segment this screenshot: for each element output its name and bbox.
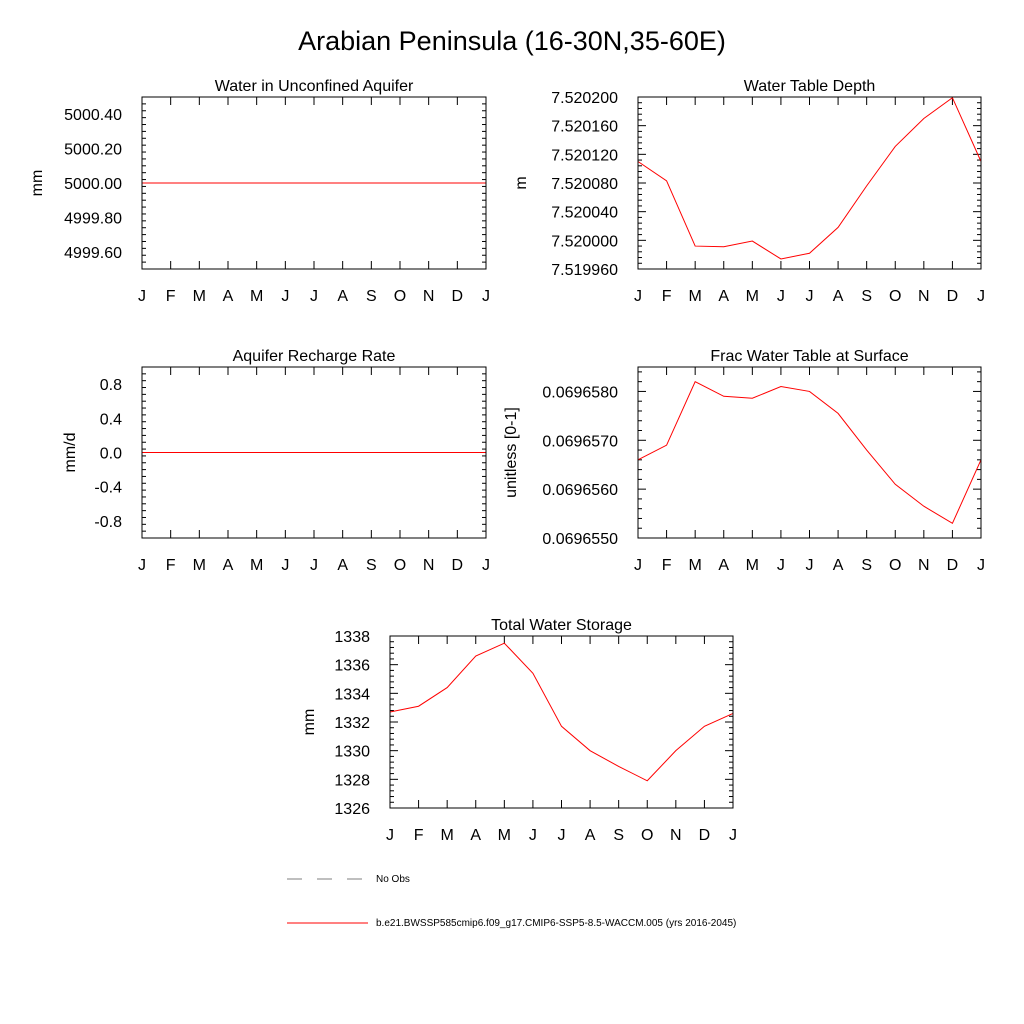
x-tick-label: N xyxy=(670,827,682,844)
x-tick-label: A xyxy=(584,827,596,844)
x-tick-label: N xyxy=(918,288,930,305)
y-tick-label: 7.519960 xyxy=(551,262,618,279)
y-axis-label: mm/d xyxy=(62,432,79,473)
x-tick-label: J xyxy=(977,288,985,305)
y-tick-label: 7.520000 xyxy=(551,233,618,251)
panel-total-water-storage xyxy=(301,617,737,844)
y-tick-label: 1330 xyxy=(334,743,370,761)
x-tick-label: S xyxy=(861,557,873,574)
x-tick-label: M xyxy=(192,557,206,574)
y-tick-label: -0.4 xyxy=(94,479,122,497)
tick-marks xyxy=(390,636,733,808)
tick-marks xyxy=(638,367,981,538)
plot-frame xyxy=(390,636,733,808)
y-tick-label: 0.0696550 xyxy=(542,531,618,548)
y-tick-label: 5000.00 xyxy=(64,176,122,193)
x-tick-label: F xyxy=(165,288,176,305)
figure-title: Arabian Peninsula (16-30N,35-60E) xyxy=(298,26,726,56)
series-line xyxy=(638,382,981,524)
plot-frame xyxy=(638,367,981,538)
y-tick-label: 7.520200 xyxy=(551,90,618,107)
x-tick-label: D xyxy=(946,557,959,574)
x-tick-label: M xyxy=(497,827,511,844)
panel-frac-water-table-at-surface xyxy=(503,348,985,574)
x-tick-label: A xyxy=(832,288,844,305)
x-tick-label: N xyxy=(918,557,930,574)
x-tick-label: J xyxy=(557,827,566,844)
x-tick-label: J xyxy=(138,557,146,574)
panel-aquifer-recharge-rate xyxy=(62,348,490,574)
panel-water-in-unconfined-aquifer xyxy=(29,78,490,305)
x-tick-label: J xyxy=(634,288,642,305)
x-tick-label: D xyxy=(451,557,464,574)
x-tick-label: O xyxy=(393,557,407,574)
panels xyxy=(29,78,985,844)
x-tick-label: J xyxy=(310,288,318,305)
x-tick-label: M xyxy=(250,288,264,305)
x-tick-label: M xyxy=(250,557,264,574)
x-tick-label: O xyxy=(889,288,902,305)
y-tick-label: 1338 xyxy=(334,629,370,646)
x-tick-label: A xyxy=(222,288,234,305)
x-tick-label: J xyxy=(386,827,394,844)
y-tick-label: 1332 xyxy=(334,715,370,732)
y-tick-label: 0.4 xyxy=(99,411,122,429)
y-axis-label: mm xyxy=(29,169,46,197)
y-axis-label: unitless [0-1] xyxy=(503,407,520,498)
y-axis-label: mm xyxy=(301,708,318,736)
x-tick-label: J xyxy=(482,557,490,574)
panel-title: Frac Water Table at Surface xyxy=(710,348,909,365)
y-tick-label: 5000.20 xyxy=(64,141,122,159)
y-tick-label: 1336 xyxy=(334,657,370,675)
panel-water-table-depth xyxy=(513,78,985,305)
x-tick-label: F xyxy=(661,288,672,305)
x-tick-label: S xyxy=(613,827,625,844)
x-tick-label: N xyxy=(422,288,435,305)
x-tick-label: O xyxy=(641,827,654,844)
y-tick-label: 7.520120 xyxy=(551,147,618,165)
y-tick-label: 4999.80 xyxy=(64,210,122,228)
panel-title: Total Water Storage xyxy=(491,617,632,634)
x-tick-label: J xyxy=(528,827,537,844)
y-tick-label: 5000.40 xyxy=(64,107,122,125)
y-tick-label: 7.520160 xyxy=(551,118,618,136)
y-axis-label: m xyxy=(513,176,530,190)
x-tick-label: N xyxy=(422,557,435,574)
x-tick-label: S xyxy=(365,557,377,574)
y-tick-label: 0.0696570 xyxy=(542,433,618,451)
series-line xyxy=(390,643,733,781)
plot-frame xyxy=(638,97,981,269)
x-tick-label: J xyxy=(281,288,290,305)
y-tick-label: 0.0 xyxy=(99,445,122,463)
y-tick-label: 4999.60 xyxy=(64,244,122,262)
x-tick-label: J xyxy=(729,827,737,844)
legend xyxy=(287,874,736,929)
x-tick-label: J xyxy=(310,557,318,574)
x-tick-label: D xyxy=(698,827,711,844)
x-tick-label: A xyxy=(718,557,730,574)
panel-title: Water in Unconfined Aquifer xyxy=(214,78,414,95)
x-tick-label: F xyxy=(165,557,176,574)
x-tick-label: J xyxy=(776,288,785,305)
x-tick-label: J xyxy=(977,557,985,574)
x-tick-label: A xyxy=(222,557,234,574)
y-tick-label: 7.520040 xyxy=(551,204,618,222)
x-tick-label: O xyxy=(889,557,902,574)
x-tick-label: J xyxy=(805,288,814,305)
x-tick-label: J xyxy=(634,557,642,574)
y-tick-label: -0.8 xyxy=(94,513,122,531)
x-tick-label: M xyxy=(745,288,759,305)
x-tick-label: M xyxy=(688,288,702,305)
y-tick-label: 1328 xyxy=(334,772,370,790)
x-tick-label: S xyxy=(861,288,873,305)
x-tick-label: D xyxy=(451,288,464,305)
x-tick-label: J xyxy=(482,288,490,305)
x-tick-label: J xyxy=(805,557,814,574)
x-tick-label: A xyxy=(470,827,482,844)
x-tick-label: F xyxy=(413,827,424,844)
y-tick-label: 0.0696580 xyxy=(542,384,618,402)
x-tick-label: O xyxy=(393,288,407,305)
x-tick-label: A xyxy=(718,288,730,305)
x-tick-label: A xyxy=(337,557,349,574)
panel-title: Aquifer Recharge Rate xyxy=(232,348,396,365)
x-tick-label: M xyxy=(688,557,702,574)
series-line xyxy=(638,98,981,259)
x-tick-label: A xyxy=(337,288,349,305)
y-tick-label: 1334 xyxy=(334,686,370,704)
x-tick-label: J xyxy=(281,557,290,574)
x-tick-label: F xyxy=(661,557,672,574)
tick-marks xyxy=(638,97,981,269)
legend-no-obs-label: No Obs xyxy=(376,874,410,885)
y-tick-label: 0.8 xyxy=(99,377,122,395)
x-tick-label: D xyxy=(946,288,959,305)
x-tick-label: J xyxy=(776,557,785,574)
y-tick-label: 7.520080 xyxy=(551,176,618,193)
x-tick-label: J xyxy=(138,288,146,305)
legend-model-label: b.e21.BWSSP585cmip6.f09_g17.CMIP6-SSP5-8.5-WACCM.005 (yrs 2016-2045) xyxy=(376,918,737,929)
x-tick-label: A xyxy=(832,557,844,574)
y-tick-label: 1326 xyxy=(334,801,370,818)
y-tick-label: 0.0696560 xyxy=(542,482,618,500)
x-tick-label: S xyxy=(365,288,377,305)
x-tick-label: M xyxy=(745,557,759,574)
panel-title: Water Table Depth xyxy=(743,78,876,95)
x-tick-label: M xyxy=(192,288,206,305)
x-tick-label: M xyxy=(440,827,454,844)
